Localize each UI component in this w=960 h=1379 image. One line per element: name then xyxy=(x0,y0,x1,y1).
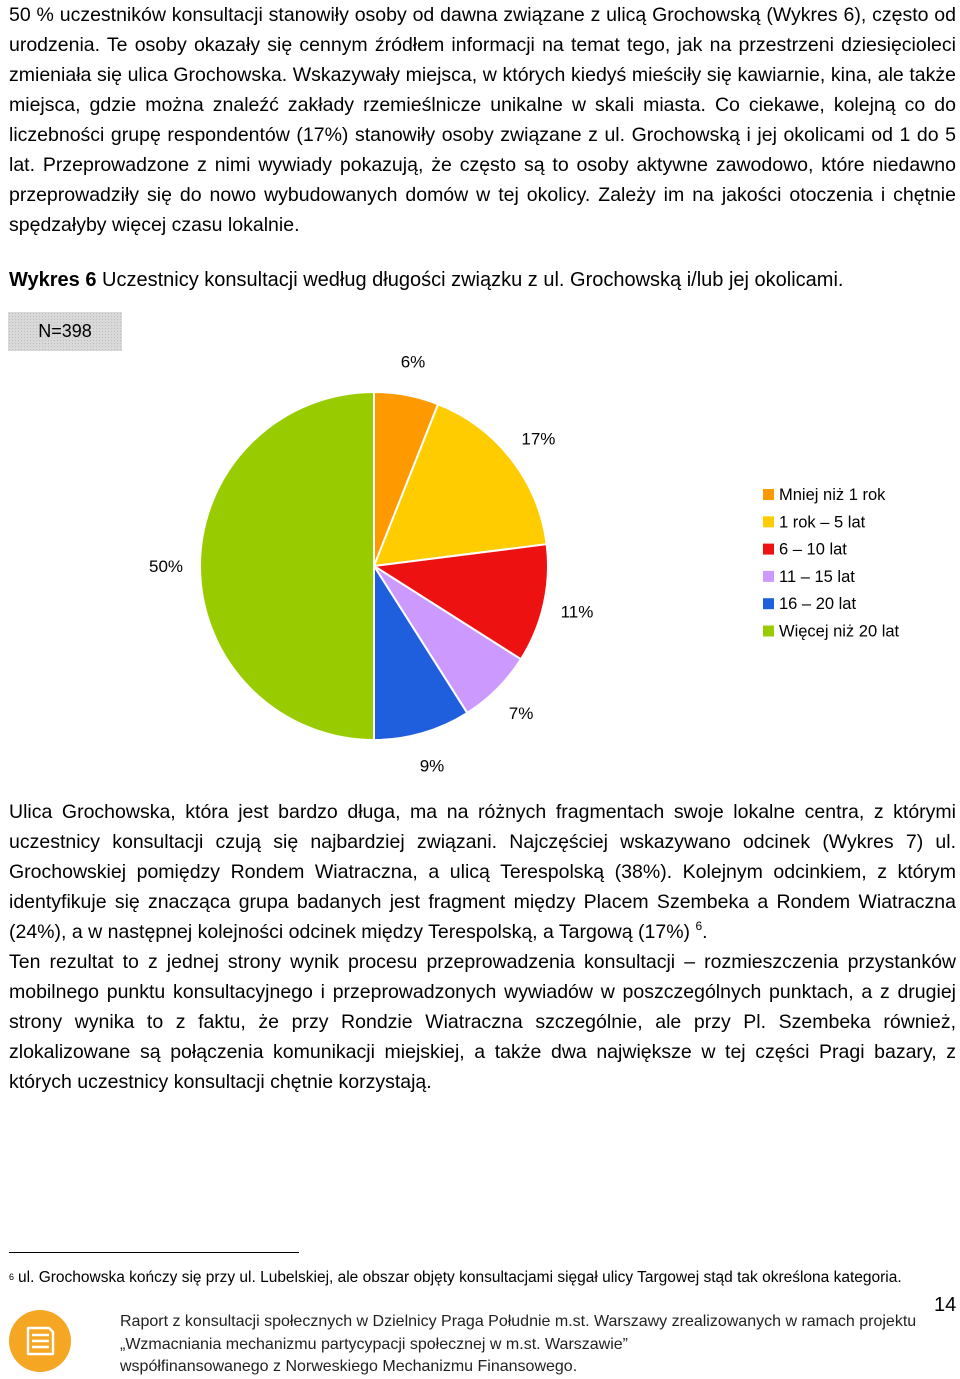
legend-swatch-1 xyxy=(763,489,774,500)
footer-text xyxy=(120,1311,916,1379)
segments-text-end: . xyxy=(702,921,708,943)
pie-slice-6 xyxy=(200,392,374,740)
legend-swatch-6 xyxy=(763,626,774,637)
legend-label-3: 6 – 10 lat xyxy=(779,540,847,559)
pie-chart xyxy=(0,340,960,780)
legend-label-6: Więcej niż 20 lat xyxy=(779,622,900,641)
legend-label-2: 1 rok – 5 lat xyxy=(779,513,866,532)
footer-line-3: współfinansowanego z Norweskiego Mechanizmu Finansowego. xyxy=(120,1358,578,1375)
pie-label-4: 7% xyxy=(508,704,534,724)
pie-slices xyxy=(200,392,548,740)
footnote-divider xyxy=(9,1252,299,1253)
footnote xyxy=(9,1266,902,1289)
intro-paragraph: 50 % uczestników konsultacji stanowiły osoby od dawna związane z ulicą Grochowską (Wykres 6), często od urodzenia. Te osoby okazały się cennym źródłem informacji na temat tego, jak na przestrzeni dziesięcioleci zmieniała się ulica Grochowska. Wskazywały miejsca, w których kiedyś mieściły się kawiarnie, kina, ale także miejsca, gdzie można znaleźć zakłady rzemieślnicze unikalne w skali miasta. Co ciekawe, kolejną co do liczebności grupę respondentów (17%) stanowiły osoby związane z ul. Grochowską i jej okolicami od 1 do 5 lat. Przeprowadzone z nimi wywiady pokazują, że często są to osoby aktywne zawodowo, które niedawno przeprowadziły się do nowo wybudowanych domów w tej okolicy. Zależy im na jakości otoczenia i chętnie spędzałyby więcej czasu lokalnie. xyxy=(9,4,956,236)
segments-text: Ulica Grochowska, która jest bardzo długa, ma na różnych fragmentach swoje lokalne centra, z którymi uczestnicy konsultacji czują się najbardziej związani. Najczęściej wskazywano odcinek (Wykres 7) ul. Grochowskiej pomiędzy Rondem Wiatraczna, a ulicą Terespolską (38%). Kolejnym odcinkiem, z którym identyfikuje się znacząca grupa badanych jest fragment między Placem Szembeka a Rondem Wiatraczna (24%), a w następnej kolejności odcinek między Terespolską, a Targową (17%) xyxy=(9,801,956,943)
legend-swatch-3 xyxy=(763,544,774,555)
page-number: 14 xyxy=(934,1294,957,1316)
figure-title: Uczestnicy konsultacji według długości związku z ul. Grochowską i/lub jej okolicami. xyxy=(96,269,844,291)
chart-legend xyxy=(763,486,900,641)
legend-swatch-4 xyxy=(763,571,774,582)
sample-size-badge: N=398 xyxy=(8,312,122,351)
figure-caption xyxy=(9,265,956,295)
footer-line-2: „Wzmacniania mechanizmu partycypacji społecznej w m.st. Warszawie” xyxy=(120,1335,628,1353)
legend-label-5: 16 – 20 lat xyxy=(779,595,857,614)
figure-label: Wykres 6 xyxy=(9,269,97,291)
pie-label-6: 50% xyxy=(148,557,184,576)
body-paragraph-result: Ten rezultat to z jednej strony wynik procesu przeprowadzenia konsultacji – rozmieszczenia przystanków mobilnego punktu konsultacyjnego i przeprowadzonych wywiadów w poszczególnych punktach, a z drugiej strony wynika to z faktu, że przy Rondzie Wiatraczna szczególnie, ale przy Pl. Szembeka również, zlokalizowane są połączenia komunikacji miejskiej, a także dwa największe w tej części Pragi bazary, z których uczestnicy konsultacji chętnie korzystają. xyxy=(9,951,956,1093)
pie-label-5: 9% xyxy=(419,756,445,776)
project-logo-icon xyxy=(9,1310,71,1372)
pie-label-1: 6% xyxy=(400,352,426,372)
legend-label-1: Mniej niż 1 rok xyxy=(779,486,886,504)
body-paragraph-segments xyxy=(9,797,956,947)
footnote-reference[interactable]: 6 xyxy=(695,919,703,933)
footnote-mark: 6 xyxy=(9,1272,15,1282)
footnote-text: ul. Grochowska kończy się przy ul. Lubelskiej, ale obszar objęty konsultacjami sięgał ulicy Targowej stąd tak określona kategoria. xyxy=(18,1269,902,1286)
legend-label-4: 11 – 15 lat xyxy=(779,567,855,586)
legend-swatch-5 xyxy=(763,598,774,609)
pie-label-3: 11% xyxy=(560,602,594,622)
legend-swatch-2 xyxy=(763,516,774,527)
footer-line-1: Raport z konsultacji społecznych w Dzielnicy Praga Południe m.st. Warszawy zrealizowanych w ramach projektu xyxy=(120,1313,917,1330)
pie-label-2: 17% xyxy=(521,429,556,449)
